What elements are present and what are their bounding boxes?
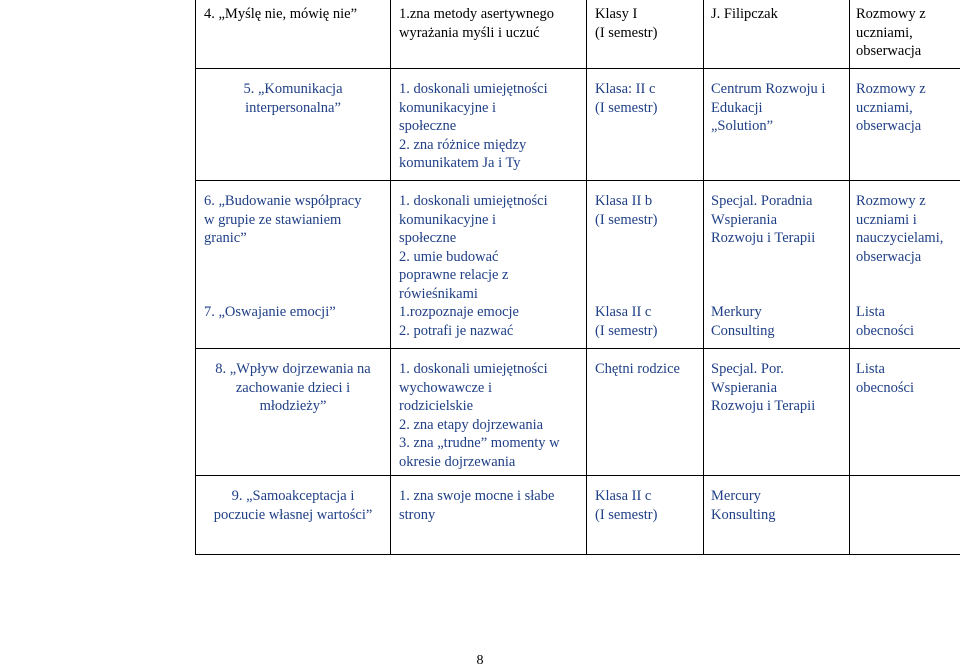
row5-goals: 1. doskonali umiejętności komunikacyjne i społeczne 2. zna różnice między komunikatem Ja i Ty [399, 81, 548, 171]
row4-audience: Klasy I (I semestr) [595, 6, 658, 41]
row8-audience: Chętni rodzice [595, 361, 680, 377]
row7-audience: Klasa II c (I semestr) [595, 304, 658, 339]
page-number: 8 [476, 653, 484, 668]
row6-leader: Specjal. Poradnia Wspierania Rozwoju i Terapii [711, 193, 816, 246]
row9-audience: Klasa II c (I semestr) [595, 488, 658, 523]
row4-method: Rozmowy z uczniami, obserwacja [856, 6, 926, 59]
row8-leader: Specjal. Por. Wspierania Rozwoju i Terapii [711, 361, 816, 414]
column-divider-leader [703, 0, 704, 555]
row9-goals: 1. zna swoje mocne i słabe strony [399, 488, 555, 523]
row-divider-2 [195, 180, 960, 181]
row7-method: Lista obecności [856, 304, 914, 339]
row-divider-3 [195, 348, 960, 349]
column-divider-audience [586, 0, 587, 555]
row8-method: Lista obecności [856, 361, 914, 396]
row4-leader: J. Filipczak [711, 6, 778, 22]
row7-goals: 1.rozpoznaje emocje 2. potrafi je nazwać [399, 304, 519, 339]
row6-audience: Klasa II b (I semestr) [595, 193, 658, 228]
row-divider-1 [195, 68, 960, 69]
table-left-border [195, 0, 196, 555]
row7-leader: Merkury Consulting [711, 304, 775, 339]
table-bottom-border [195, 554, 960, 555]
row5-leader: Centrum Rozwoju i Edukacji „Solution” [711, 81, 826, 134]
row8-topic: 8. „Wpływ dojrzewania na zachowanie dzieci i młodzieży” [215, 361, 371, 414]
column-divider-goals [390, 0, 391, 555]
row4-topic: 4. „Myślę nie, mówię nie” [204, 6, 358, 22]
row6-goals: 1. doskonali umiejętności komunikacyjne i społeczne 2. umie budować poprawne relacje z rówieśnikami [399, 193, 548, 302]
row4-goals: 1.zna metody asertywnego wyrażania myśli i uczuć [399, 6, 555, 41]
row5-audience: Klasa: II c (I semestr) [595, 81, 658, 116]
column-divider-method [849, 0, 850, 555]
row-divider-4 [195, 475, 960, 476]
row7-topic: 7. „Oswajanie emocji” [204, 304, 336, 320]
row9-leader: Mercury Konsulting [711, 488, 776, 523]
row5-topic: 5. „Komunikacja interpersonalna” [243, 81, 343, 116]
row8-goals: 1. doskonali umiejętności wychowawcze i rodzicielskie 2. zna etapy dojrzewania 3. zna „trudne” momenty w okresie dojrzewania [399, 361, 560, 470]
row5-method: Rozmowy z uczniami, obserwacja [856, 81, 926, 134]
row6-method: Rozmowy z uczniami i nauczycielami, obserwacja [856, 193, 944, 265]
row9-topic: 9. „Samoakceptacja i poczucie własnej wartości” [213, 488, 373, 523]
row6-topic: 6. „Budowanie współpracy w grupie ze stawianiem granic” [204, 193, 362, 246]
